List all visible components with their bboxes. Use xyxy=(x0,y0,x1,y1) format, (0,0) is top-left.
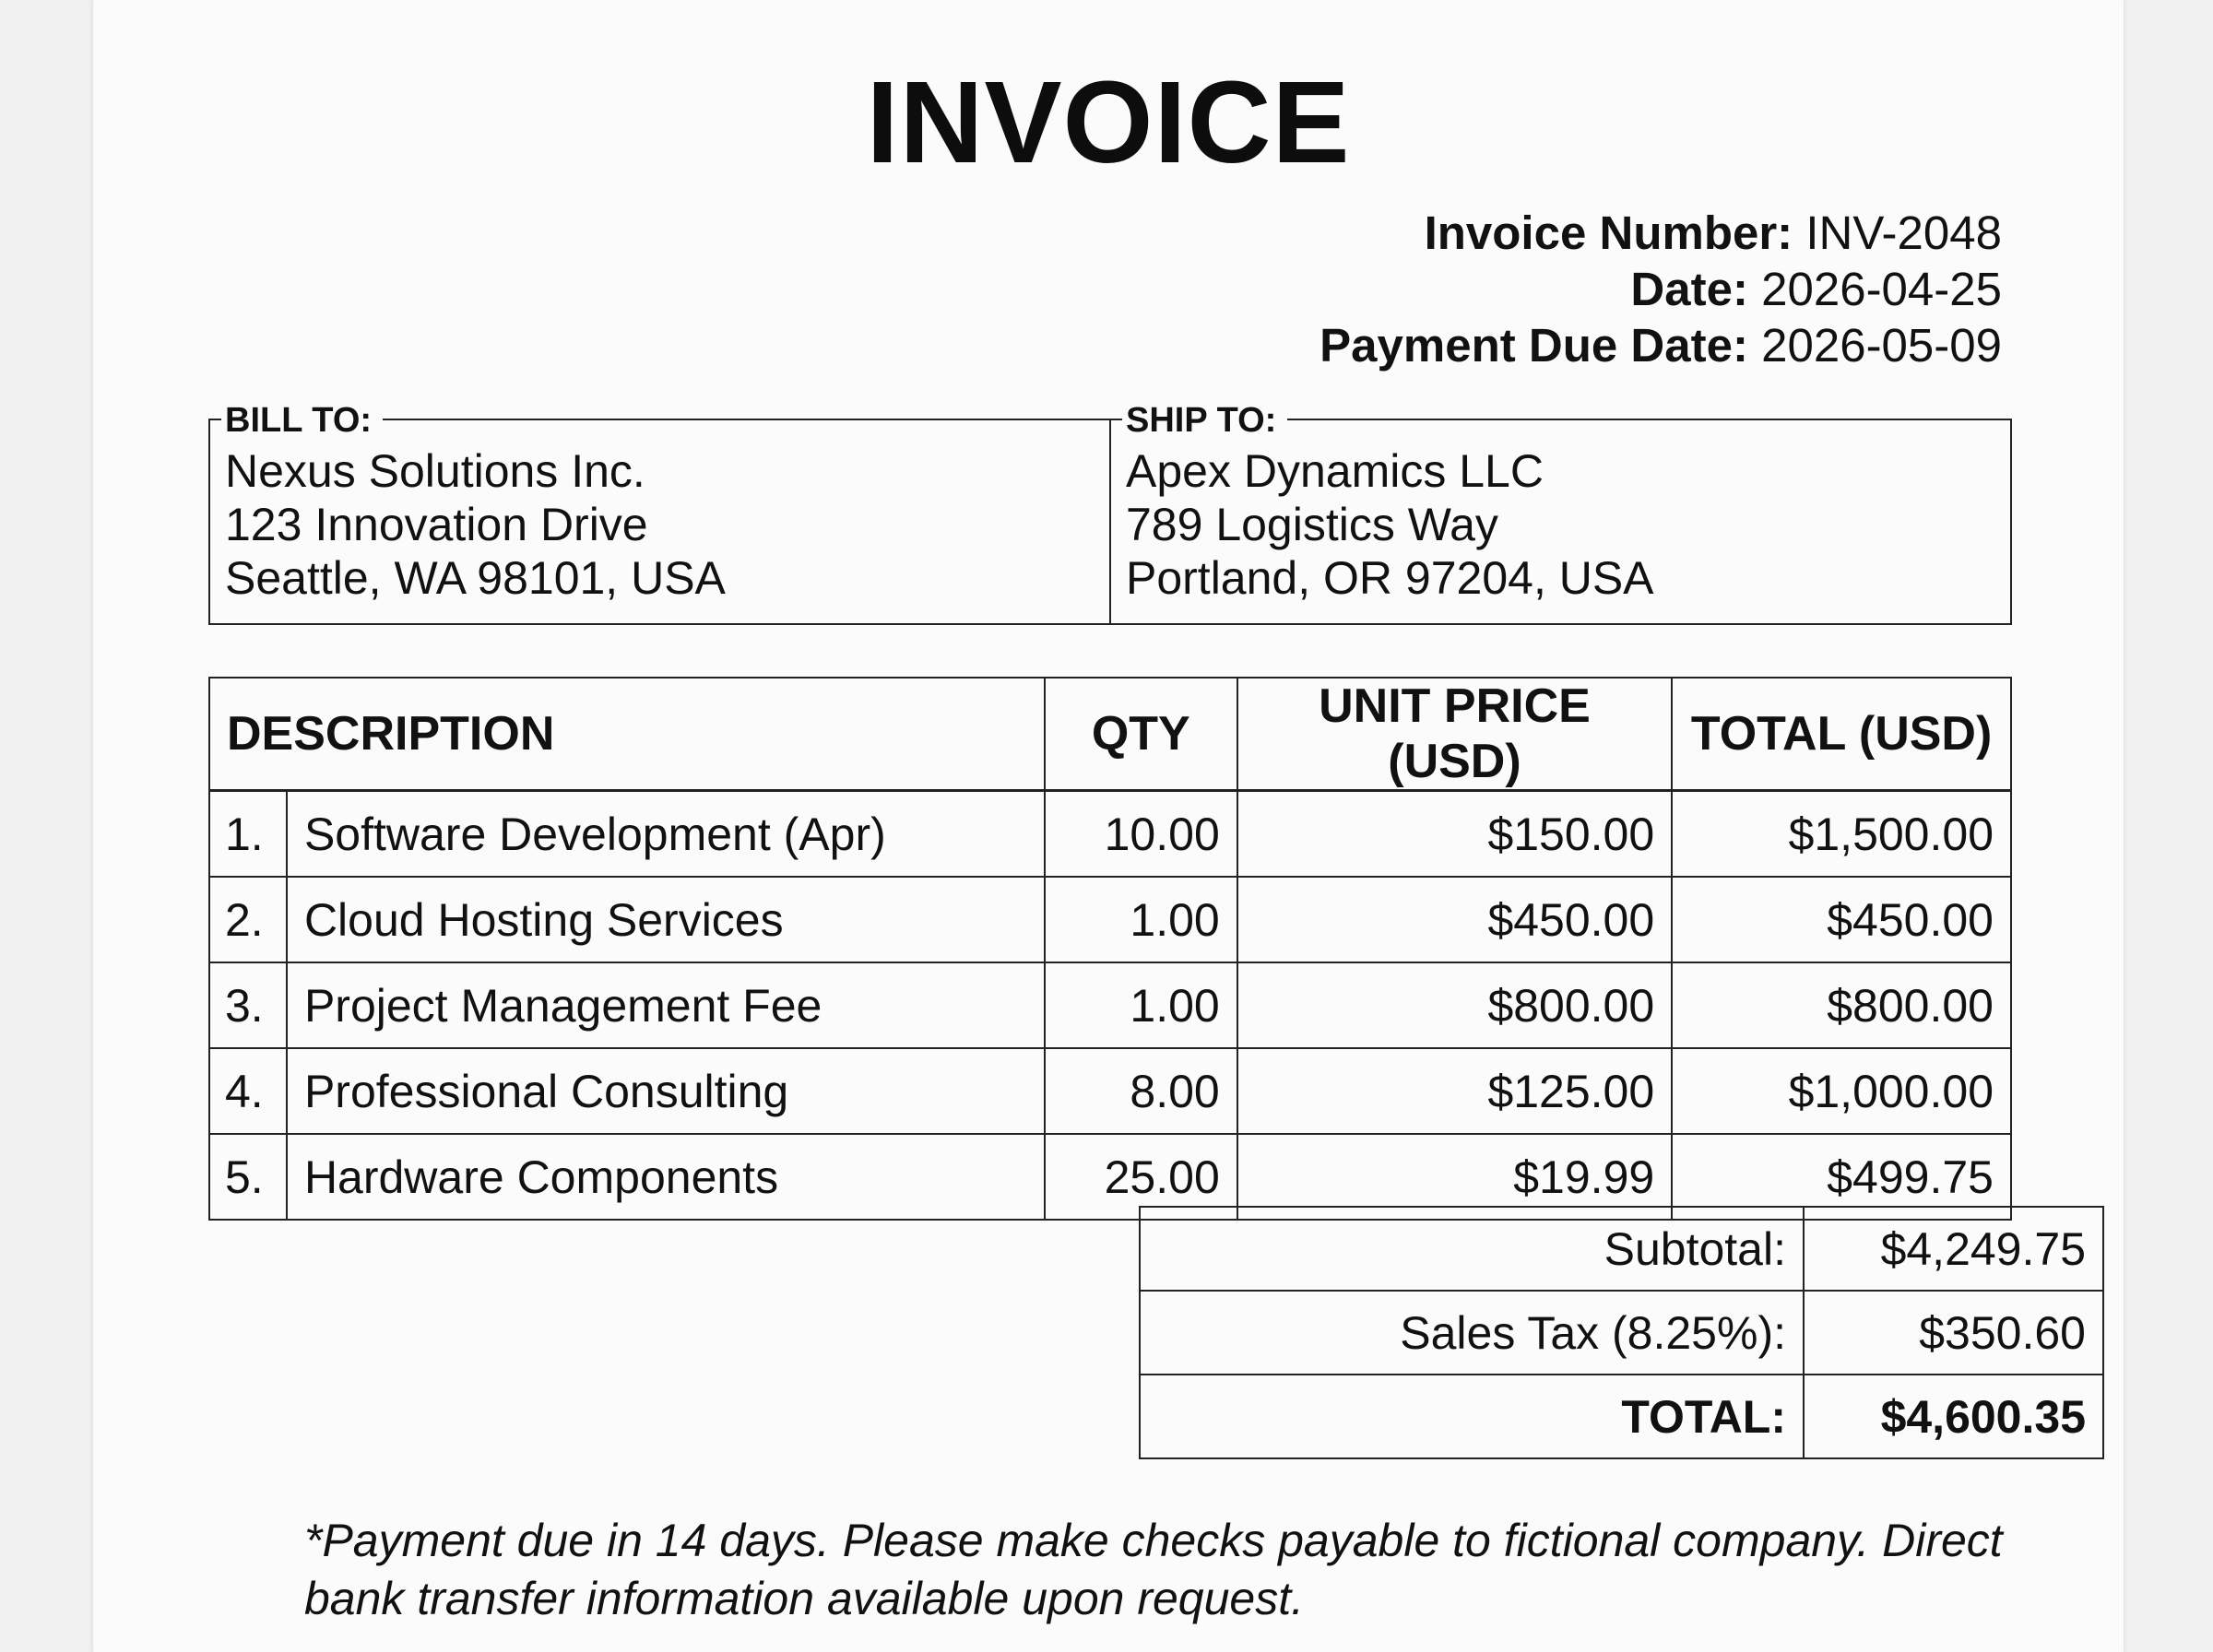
row-total: $800.00 xyxy=(1672,962,2011,1048)
row-unit-price: $125.00 xyxy=(1237,1048,1672,1134)
payment-due-date-label: Payment Due Date: xyxy=(1320,319,1748,372)
invoice-date-row xyxy=(895,261,2002,317)
row-description: Project Management Fee xyxy=(287,962,1045,1048)
bill-to-box xyxy=(210,401,1109,623)
row-number: 4. xyxy=(209,1048,287,1134)
payment-due-date-value: 2026-05-09 xyxy=(1761,319,2002,372)
invoice-title: INVOICE xyxy=(866,57,1351,187)
grand-total-value: $4,600.35 xyxy=(1804,1375,2103,1458)
invoice-number-value: INV-2048 xyxy=(1805,206,2002,259)
payment-note: *Payment due in 14 days. Please make checks payable to fictional company. Direct bank transfer information available upon request. xyxy=(304,1515,2003,1624)
bill-to-heading: BILL TO: xyxy=(221,402,383,439)
ship-to-line: Portland, OR 97204, USA xyxy=(1126,552,1654,604)
row-qty: 8.00 xyxy=(1045,1048,1237,1134)
invoice-number-row xyxy=(895,205,2002,261)
row-total: $499.75 xyxy=(1672,1134,2011,1220)
row-unit-price: $800.00 xyxy=(1237,962,1672,1048)
row-number: 2. xyxy=(209,877,287,962)
row-unit-price: $150.00 xyxy=(1237,791,1672,878)
row-total: $1,000.00 xyxy=(1672,1048,2011,1134)
subtotal-value: $4,249.75 xyxy=(1804,1207,2103,1291)
row-description: Professional Consulting xyxy=(287,1048,1045,1134)
invoice-date-label: Date: xyxy=(1630,263,1748,315)
table-row xyxy=(209,791,2011,878)
sales-tax-label: Sales Tax (8.25%): xyxy=(1140,1291,1804,1375)
invoice-meta xyxy=(895,205,2002,373)
row-unit-price: $19.99 xyxy=(1237,1134,1672,1220)
sales-tax-value: $350.60 xyxy=(1804,1291,2103,1375)
row-unit-price: $450.00 xyxy=(1237,877,1672,962)
row-description: Cloud Hosting Services xyxy=(287,877,1045,962)
row-qty: 1.00 xyxy=(1045,877,1237,962)
row-total: $1,500.00 xyxy=(1672,791,2011,878)
ship-to-address xyxy=(1126,444,1654,605)
bill-to-line: Nexus Solutions Inc. xyxy=(225,445,645,497)
table-row xyxy=(209,962,2011,1048)
invoice-date-value: 2026-04-25 xyxy=(1761,263,2002,315)
row-description: Hardware Components xyxy=(287,1134,1045,1220)
line-items-table xyxy=(208,677,2012,1221)
header-unit-price: UNIT PRICE (USD) xyxy=(1237,678,1672,791)
header-description: DESCRIPTION xyxy=(209,678,1045,791)
invoice-number-label: Invoice Number: xyxy=(1424,206,1793,259)
row-number: 5. xyxy=(209,1134,287,1220)
row-qty: 10.00 xyxy=(1045,791,1237,878)
bill-to-address xyxy=(225,444,726,605)
invoice-page xyxy=(93,0,2124,1652)
sales-tax-row xyxy=(1140,1291,2103,1375)
table-header-row xyxy=(209,678,2011,791)
ship-to-heading: SHIP TO: xyxy=(1122,402,1287,439)
payment-due-date-row xyxy=(895,317,2002,373)
address-section xyxy=(208,401,2012,625)
ship-to-line: Apex Dynamics LLC xyxy=(1126,445,1544,497)
row-number: 1. xyxy=(209,791,287,878)
table-row xyxy=(209,1048,2011,1134)
totals-table xyxy=(1139,1206,2104,1459)
header-qty: QTY xyxy=(1045,678,1237,791)
table-row xyxy=(209,877,2011,962)
grand-total-row xyxy=(1140,1375,2103,1458)
header-total: TOTAL (USD) xyxy=(1672,678,2011,791)
row-qty: 25.00 xyxy=(1045,1134,1237,1220)
bill-to-line: Seattle, WA 98101, USA xyxy=(225,552,726,604)
grand-total-label: TOTAL: xyxy=(1140,1375,1804,1458)
ship-to-line: 789 Logistics Way xyxy=(1126,499,1498,550)
subtotal-row xyxy=(1140,1207,2103,1291)
row-number: 3. xyxy=(209,962,287,1048)
ship-to-box xyxy=(1109,401,2010,623)
bill-to-line: 123 Innovation Drive xyxy=(225,499,648,550)
row-description: Software Development (Apr) xyxy=(287,791,1045,878)
row-qty: 1.00 xyxy=(1045,962,1237,1048)
subtotal-label: Subtotal: xyxy=(1140,1207,1804,1291)
row-total: $450.00 xyxy=(1672,877,2011,962)
